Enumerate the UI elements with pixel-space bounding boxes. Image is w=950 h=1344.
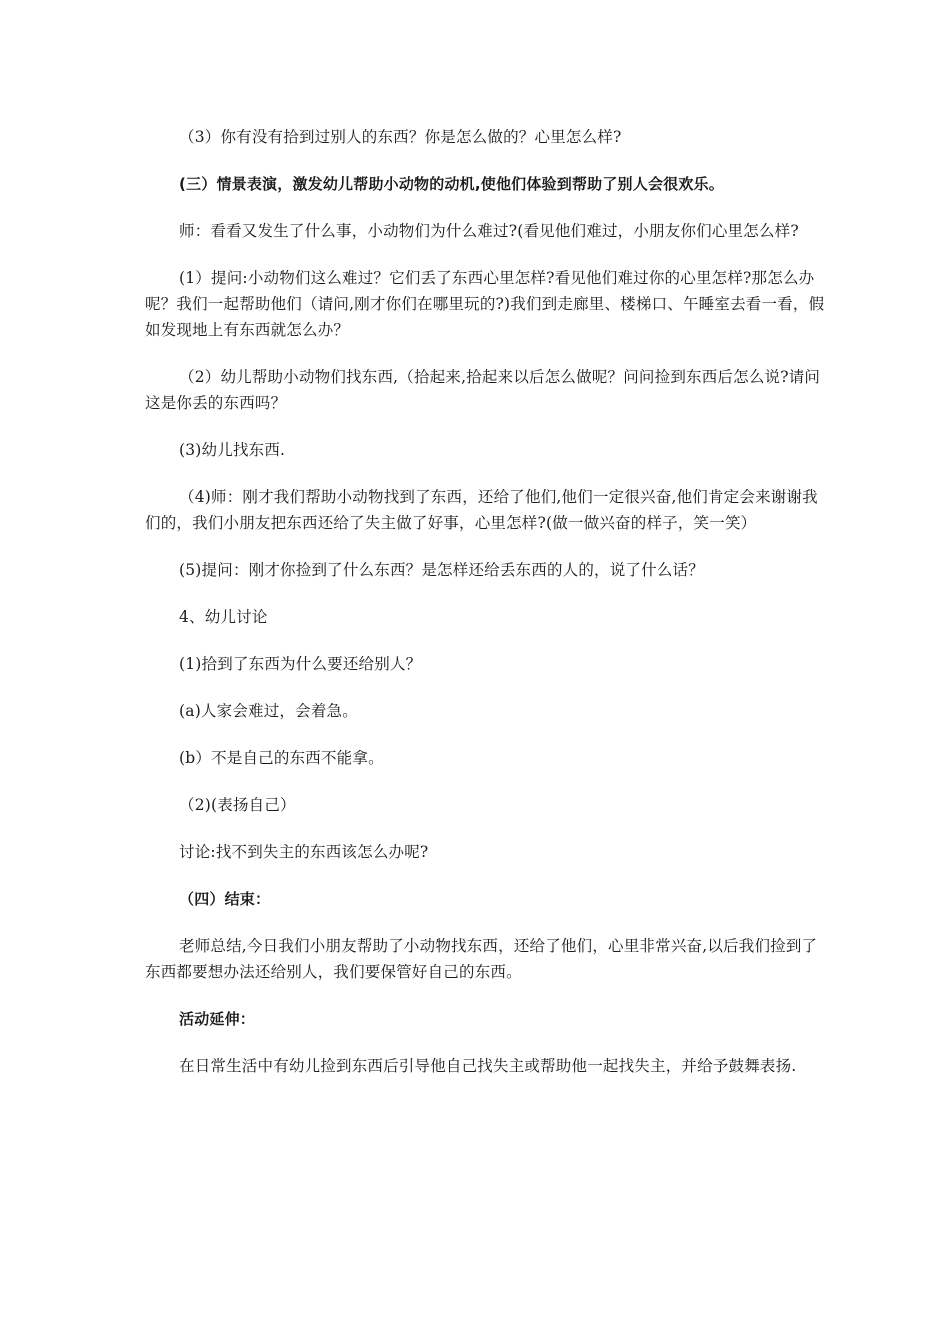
document-page (145, 124, 825, 1100)
section-heading: (三）情景表演，激发幼儿帮助小动物的动机,使他们体验到帮助了别人会很欢乐。 (179, 175, 724, 193)
paragraph: （2）幼儿帮助小动物们找东西,（拾起来,拾起来以后怎么做呢？问问捡到东西后怎么说?请问这是你丢的东西吗？ (145, 368, 821, 412)
paragraph: 老师总结,今日我们小朋友帮助了小动物找东西，还给了他们，心里非常兴奋,以后我们捡到了东西都要想办法还给别人，我们要保管好自己的东西。 (145, 937, 818, 981)
paragraph: 讨论:找不到失主的东西该怎么办呢? (179, 843, 429, 861)
section-heading: （四）结束： (179, 890, 271, 908)
paragraph: (1）提问:小动物们这么难过？它们丢了东西心里怎样?看见他们难过你的心里怎样?那怎么办呢？我们一起帮助他们（请问,刚才你们在哪里玩的?)我们到走廊里、楼梯口、午睡室去看一看，假如发现地上有东西就怎么办？ (145, 269, 825, 339)
paragraph: （4)师：刚才我们帮助小动物找到了东西，还给了他们,他们一定很兴奋,他们肯定会来谢谢我们的，我们小朋友把东西还给了失主做了好事，心里怎样?(做一做兴奋的样子，笑一笑） (145, 488, 818, 532)
paragraph: (a)人家会难过，会着急。 (179, 702, 358, 720)
paragraph: (1)拾到了东西为什么要还给别人？ (179, 655, 422, 673)
paragraph: (b）不是自己的东西不能拿。 (179, 749, 384, 767)
paragraph: (3)幼儿找东西. (179, 441, 286, 459)
paragraph: （3）你有没有拾到过别人的东西？你是怎么做的？心里怎么样? (179, 128, 622, 146)
paragraph: (5)提问：刚才你捡到了什么东西？是怎样还给丢东西的人的，说了什么话？ (179, 561, 704, 579)
paragraph: （2)(表扬自己） (179, 796, 296, 814)
paragraph: 师：看看又发生了什么事，小动物们为什么难过?(看见他们难过，小朋友你们心里怎么样? (179, 222, 799, 240)
paragraph: 4、幼儿讨论 (179, 608, 268, 626)
section-heading: 活动延伸： (179, 1010, 256, 1028)
paragraph: 在日常生活中有幼儿捡到东西后引导他自己找失主或帮助他一起找失主，并给予鼓舞表扬. (179, 1057, 797, 1075)
